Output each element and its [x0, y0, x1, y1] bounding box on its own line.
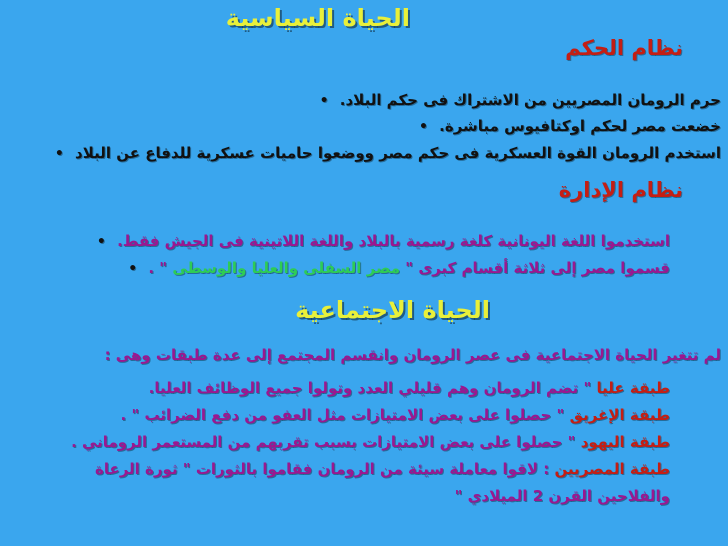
admin-highlight: مصر السفلى والعليا والوسطى	[172, 259, 401, 277]
social-intro: لم تتغير الحياة الاجتماعية فى عصر الرومان وانقسم المجتمع إلى عدة طبقات وهى :	[104, 346, 721, 364]
social-class-item: طبقة المصريين : لاقوا معاملة سيئة من الرومان فقاموا بالثورات " ثورة الرعاة	[94, 460, 670, 478]
title-political-life: الحياة السياسية	[225, 4, 410, 32]
title-social-life: الحياة الاجتماعية	[295, 296, 490, 324]
social-class-item: طبقة عليا " تضم الرومان وهم قليلي العدد وتولوا جميع الوظائف العليا.	[148, 379, 670, 397]
class-label: طبقة عليا	[596, 379, 670, 397]
social-class-item: طبقة اليهود " حصلوا على بعض الامتيازات بسبب تقربهم من المستعمر الروماني .	[71, 433, 670, 451]
rule-item: حرم الرومان المصريين من الاشتراك فى حكم البلاد. •	[319, 91, 721, 109]
admin-item: استخدموا اللغة اليونانية كلغة رسمية بالبلاد واللغة اللاتينية فى الجيش فقط. •	[96, 232, 670, 250]
heading-administration: نظام الإدارة	[558, 178, 683, 202]
bullet-icon: •	[96, 234, 106, 250]
bullet-icon: •	[319, 93, 329, 109]
social-class-item: طبقة الإغريق " حصلوا على بعض الامتيازات مثل العفو من دفع الضرائب " .	[120, 406, 670, 424]
bullet-icon: •	[128, 261, 138, 277]
class-label: طبقة اليهود	[580, 433, 670, 451]
heading-rule-system: نظام الحكم	[565, 36, 683, 60]
rule-item: استخدم الرومان القوة العسكرية فى حكم مصر ووضعوا حاميات عسكرية للدفاع عن البلاد •	[54, 144, 721, 162]
social-class-continuation: والفلاحين القرن 2 الميلادي "	[454, 487, 670, 505]
bullet-icon: •	[54, 146, 64, 162]
class-label: طبقة المصريين	[554, 460, 670, 478]
admin-item: قسموا مصر إلى ثلاثة أقسام كبرى " مصر السفلى والعليا والوسطى " . •	[128, 259, 670, 277]
class-label: طبقة الإغريق	[569, 406, 670, 424]
bullet-icon: •	[418, 119, 428, 135]
rule-item: خضعت مصر لحكم اوكتافيوس مباشرة. •	[418, 117, 721, 135]
